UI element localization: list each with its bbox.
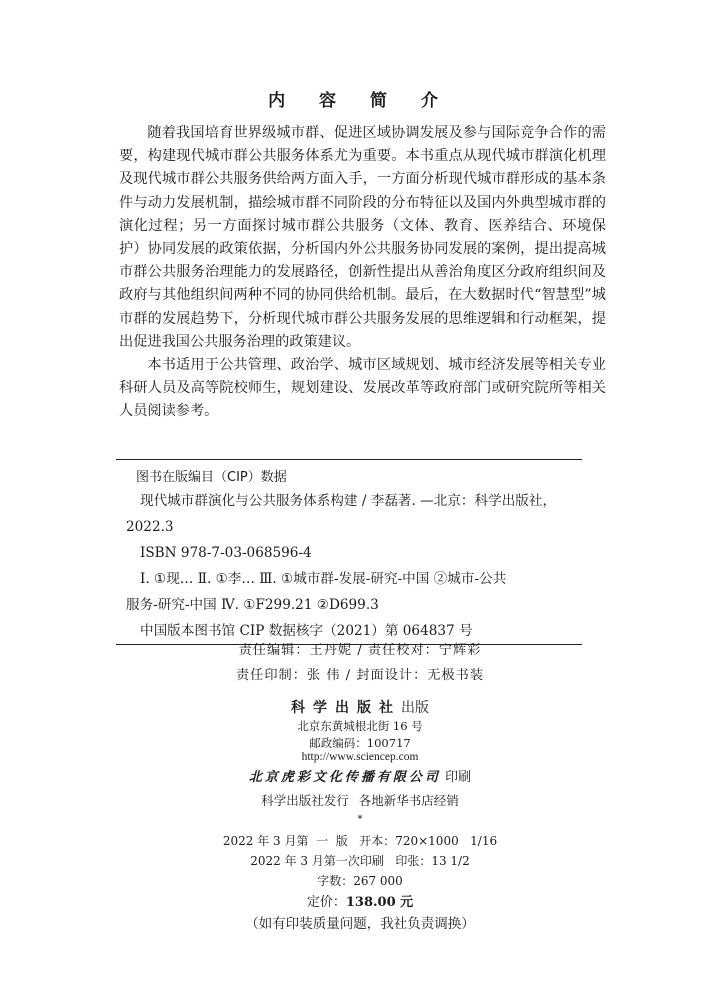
cip-classification-cont-line: 服务-研究-中国 Ⅳ. ①F299.21 ②D699.3 <box>126 597 379 613</box>
book-introduction <box>119 122 606 424</box>
price-label: 定价： <box>306 895 346 910</box>
printer-name: 北京虎彩文化传播有限公司 <box>248 770 441 785</box>
cip-data-block <box>116 459 582 645</box>
publisher-line <box>0 697 720 717</box>
cip-isbn-line: ISBN 978-7-03-068596-4 <box>140 545 312 561</box>
word-count: 字数：267 000 <box>317 874 403 888</box>
page-title: 内 容 简 介 <box>268 91 452 111</box>
publisher-name: 科学出版社 <box>291 700 401 716</box>
intro-paragraph-2: 本书适用于公共管理、政治学、城市区域规划、城市经济发展等相关专业科研人员及高等院校师生，规划建设、发展改革等政府部门或研究院所等相关人员阅读参考。 <box>119 357 606 420</box>
intro-paragraph-1: 随着我国培育世界级城市群、促进区域协调发展及参与国际竞争合作的需要，构建现代城市群公共服务体系尤为重要。本书重点从现代城市群演化机理及现代城市群公共服务供给两方面入手，一方面分析现代城市群形成的基本条件与动力发展机制，描绘城市群不同阶段的分布特征以及国内外典型城市群的演化过程；另一方面探讨城市群公共服务（文体、教育、医养结合、环境保护）协同发展的政策依据，分析国内外公共服务协同发展的案例，提出提高城市群公共服务治理能力的发展路径，创新性提出从善治角度区分政府组织间及政府与其他组织间两种不同的协同供给机制。最后，在大数据时代“智慧型”城市群的发展趋势下，分析现代城市群公共服务发展的思维逻辑和行动框架，提出促进我国公共服务治理的政策建议。 <box>119 125 606 350</box>
publisher-url: http://www.sciencep.com <box>301 751 419 763</box>
price-value: 138.00 元 <box>345 895 414 910</box>
publisher-postcode: 邮政编码：100717 <box>309 736 411 750</box>
quality-notice: （如有印装质量问题，我社负责调换） <box>245 916 475 932</box>
publisher-address: 北京东黄城根北街 16 号 <box>297 719 423 733</box>
price-line <box>0 891 720 910</box>
cip-date-line: 2022.3 <box>126 519 174 535</box>
publisher-suffix: 出版 <box>401 700 429 716</box>
production-credits: 责任印制：张 伟 / 封面设计：无极书装 <box>235 668 485 683</box>
distribution-line: 科学出版社发行 各地新华书店经销 <box>261 793 459 808</box>
printer-line <box>0 766 720 785</box>
edition-line-1: 2022 年 3 月第 一 版 开本：720×1000 1/16 <box>222 834 498 848</box>
separator-star: * <box>357 814 363 825</box>
cip-record-number-line: 中国版本图书馆 CIP 数据核字（2021）第 064837 号 <box>140 623 473 639</box>
cip-classification-line: Ⅰ. ①现… Ⅱ. ①李… Ⅲ. ①城市群-发展-研究-中国 ②城市-公共 <box>140 571 507 587</box>
cip-heading: 图书在版编目（CIP）数据 <box>136 470 287 485</box>
editor-credits: 责任编辑：王丹妮 / 责任校对：宁辉彩 <box>238 643 482 658</box>
edition-line-2: 2022 年 3 月第一次印刷 印张：13 1/2 <box>250 854 470 868</box>
printer-suffix: 印刷 <box>445 770 472 785</box>
cip-title-line: 现代城市群演化与公共服务体系构建 / 李磊著. —北京：科学出版社， <box>140 493 557 509</box>
